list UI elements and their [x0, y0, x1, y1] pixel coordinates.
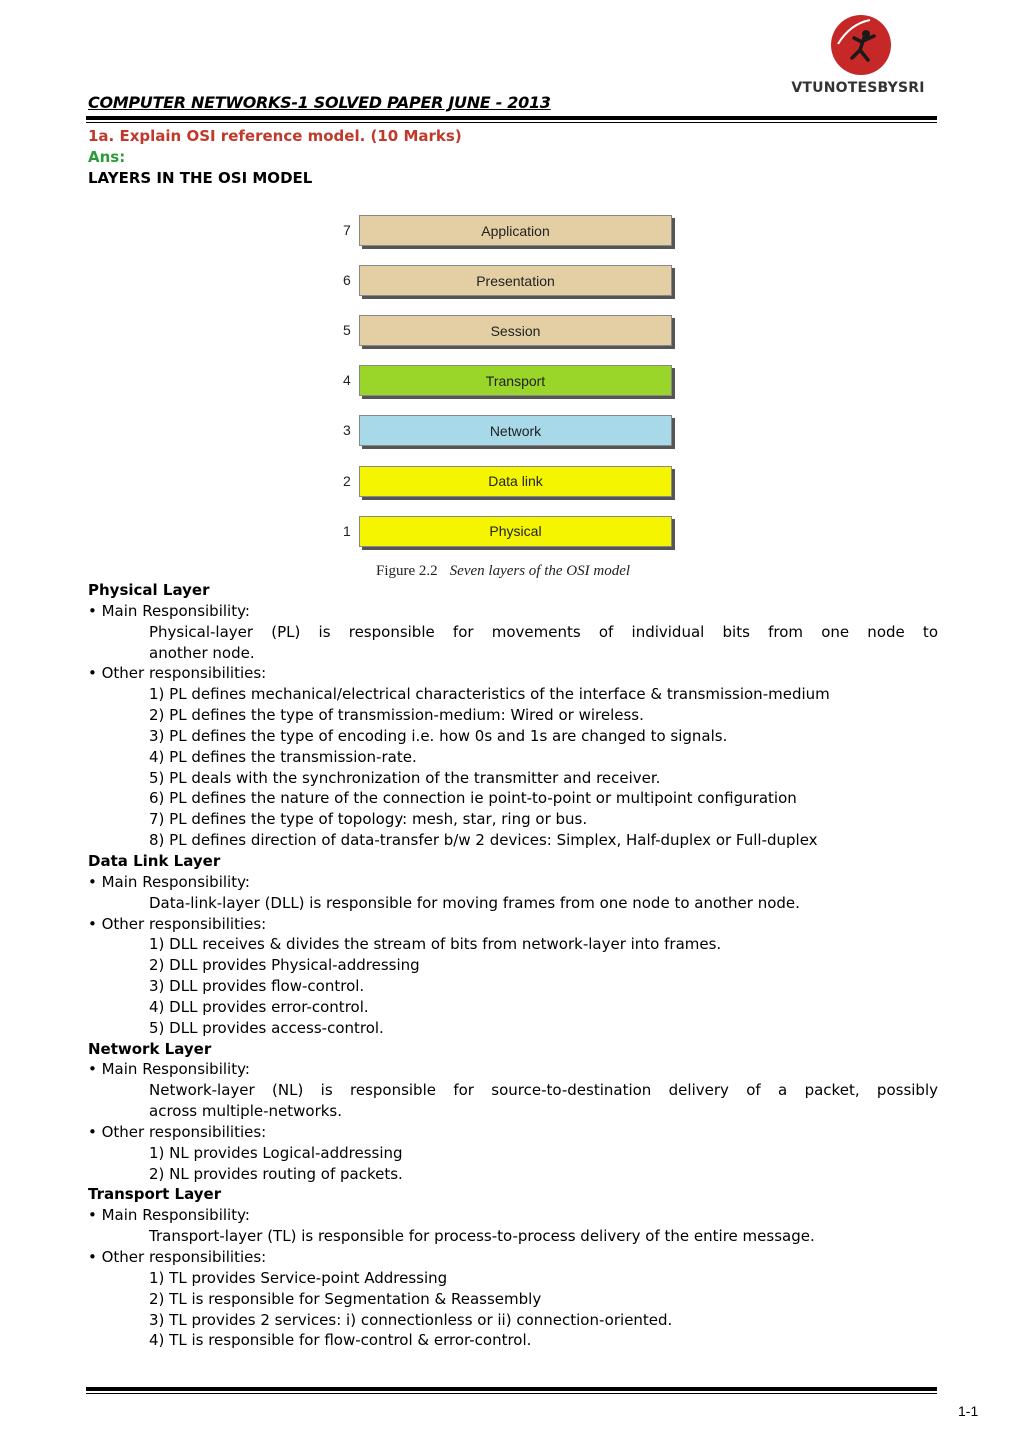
text-line: • Other responsibilities: [88, 664, 267, 683]
text-line: 2) DLL provides Physical-addressing [149, 956, 420, 975]
layer-box: Presentation [359, 265, 672, 296]
text-line: 2) PL defines the type of transmission-medium: Wired or wireless. [149, 706, 644, 725]
text-line: 1) TL provides Service-point Addressing [149, 1268, 448, 1287]
answer-label: Ans: [88, 148, 126, 166]
text-line: 1) NL provides Logical-addressing [149, 1143, 403, 1162]
layer-number: 6 [343, 272, 351, 289]
text-line: 1) PL defines mechanical/electrical characteristics of the interface & transmission-medium [149, 685, 830, 704]
climber-logo-icon [830, 14, 892, 76]
layer-heading: Network Layer [88, 1039, 212, 1058]
layer-number: 4 [343, 372, 351, 389]
layer-box: Transport [359, 365, 672, 396]
text-line: 8) PL defines direction of data-transfer b/w 2 devices: Simplex, Half-duplex or Full-duplex [149, 831, 818, 850]
text-line: 1) DLL receives & divides the stream of bits from network-layer into frames. [149, 935, 722, 954]
text-line: 4) TL is responsible for flow-control & error-control. [149, 1331, 532, 1350]
text-line: 6) PL defines the nature of the connection ie point-to-point or multipoint configuration [149, 789, 797, 808]
text-line: 4) DLL provides error-control. [149, 997, 369, 1016]
layer-box: Application [359, 215, 672, 246]
text-line: • Main Responsibility: [88, 601, 250, 620]
text-line: Physical-layer (PL) is responsible for movements of individual bits from one node to [149, 622, 938, 641]
layer-heading: Physical Layer [88, 581, 210, 599]
layer-number: 7 [343, 222, 351, 238]
text-line: • Other responsibilities: [88, 1248, 267, 1266]
header-rule [86, 116, 937, 120]
site-logo [780, 14, 936, 104]
text-line: 3) DLL provides flow-control. [149, 977, 365, 996]
layer-heading: Data Link Layer [88, 851, 221, 870]
layer-box: Session [359, 315, 672, 346]
header-rule-thin [86, 122, 937, 123]
text-line: Transport-layer (TL) is responsible for process-to-process delivery of the entire message. [149, 1227, 815, 1246]
text-line: across multiple-networks. [149, 1102, 343, 1121]
text-line: 5) PL deals with the synchronization of the transmitter and receiver. [149, 768, 661, 787]
section-heading: LAYERS IN THE OSI MODEL [88, 169, 313, 187]
footer-rule-thin [86, 1393, 937, 1394]
text-line: • Main Responsibility: [88, 1060, 250, 1079]
layer-number: 1 [343, 522, 351, 539]
question-heading: 1a. Explain OSI reference model. (10 Marks) [88, 127, 462, 145]
layer-number: 5 [343, 322, 351, 339]
layer-number: 3 [343, 422, 351, 439]
text-line: • Main Responsibility: [88, 1206, 250, 1225]
layer-number: 2 [343, 472, 351, 489]
figure-caption-text: Seven layers of the OSI model [449, 563, 631, 579]
text-line: 7) PL defines the type of topology: mesh, star, ring or bus. [149, 810, 588, 829]
document-header-title: COMPUTER NETWORKS-1 SOLVED PAPER JUNE - 2013 [88, 93, 551, 112]
page-number: 1-1 [958, 1403, 979, 1419]
figure-caption [376, 563, 676, 580]
text-line: 2) NL provides routing of packets. [149, 1164, 403, 1183]
text-line: 3) TL provides 2 services: i) connectionless or ii) connection-oriented. [149, 1310, 673, 1329]
text-line: 5) DLL provides access-control. [149, 1018, 384, 1037]
layer-box: Data link [359, 466, 672, 497]
logo-text: VTUNOTESBYSRI [791, 80, 925, 96]
text-line: • Other responsibilities: [88, 914, 267, 933]
answer-body [88, 580, 938, 1351]
text-line: • Main Responsibility: [88, 872, 250, 891]
figure-caption-label: Figure 2.2 [376, 563, 438, 579]
layer-box: Physical [359, 516, 672, 547]
text-line: 4) PL defines the transmission-rate. [149, 747, 417, 766]
text-line: 2) TL is responsible for Segmentation & Reassembly [149, 1289, 542, 1308]
osi-layers-figure [338, 205, 688, 585]
text-line: another node. [149, 643, 255, 662]
text-line: Network-layer (NL) is responsible for source-to-destination delivery of a packet, possibly [149, 1081, 938, 1100]
layer-heading: Transport Layer [88, 1185, 222, 1204]
text-line: • Other responsibilities: [88, 1122, 267, 1141]
layer-box: Network [359, 415, 672, 446]
text-line: 3) PL defines the type of encoding i.e. how 0s and 1s are changed to signals. [149, 726, 728, 745]
footer-rule [86, 1387, 937, 1391]
text-line: Data-link-layer (DLL) is responsible for moving frames from one node to another node. [149, 893, 800, 912]
